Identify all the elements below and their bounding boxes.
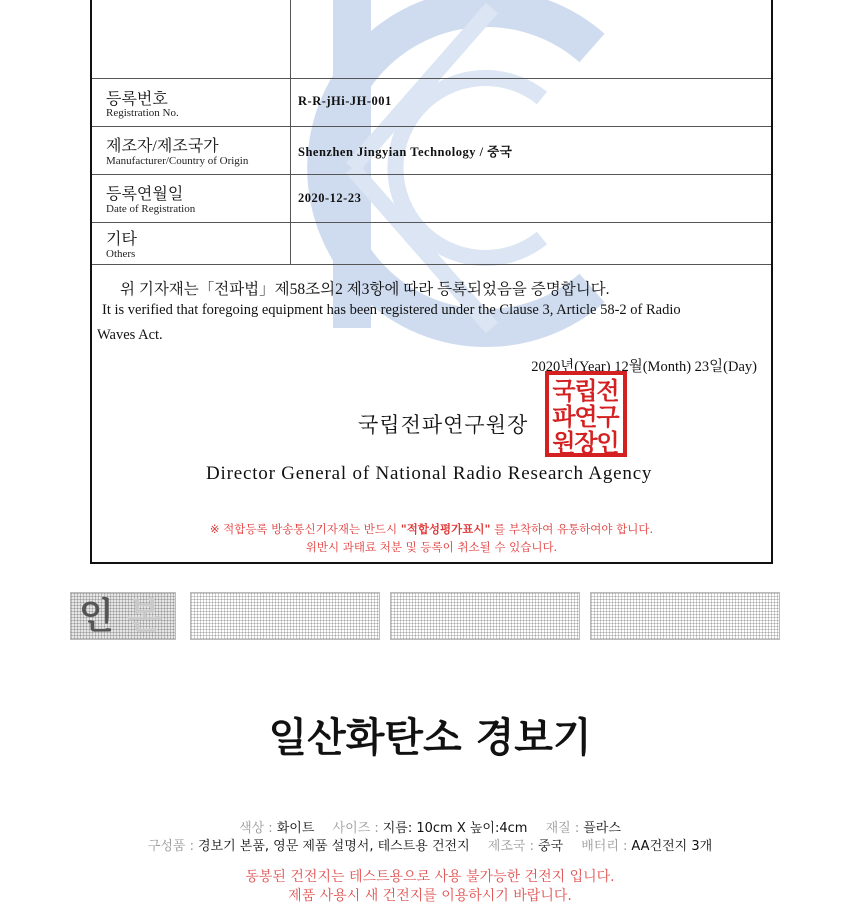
notice-line-1	[92, 521, 771, 537]
spec-value: 경보기 본품, 영문 제품 설명서, 테스트용 건전지	[197, 839, 470, 854]
director-title-english: Director General of National Radio Research Agency	[206, 463, 653, 484]
spec-value: AA건전지 3개	[631, 839, 713, 854]
spec-value: 지름: 10cm X 높이:4cm	[382, 821, 528, 836]
spec-value: 화이트	[276, 821, 315, 836]
row-label-en: Manufacturer/Country of Origin	[106, 155, 249, 167]
battery-warning-2: 제품 사용시 새 건전지를 이용하시기 바랍니다.	[288, 888, 572, 904]
thumbnail-image[interactable]	[190, 592, 380, 640]
row-label-ko: 등록번호	[106, 91, 168, 108]
thumbnail-glyph: 본	[127, 596, 162, 637]
spec-value: 중국	[537, 839, 564, 854]
svg-text:립: 립	[574, 377, 598, 405]
statement-english: It is verified that foregoing equipment has been registered under the Clause 3, Article 58-2 of Radio	[102, 302, 681, 318]
registration-date: 2020-12-23	[298, 191, 362, 205]
row-label-en: Date of Registration	[106, 203, 196, 215]
svg-text:인: 인	[596, 429, 620, 457]
notice-line-2: 위반시 과태료 처분 및 등록이 취소될 수 있습니다.	[305, 540, 558, 554]
spec-value: 플라스	[583, 821, 621, 836]
spec-line-1	[0, 817, 860, 836]
svg-text:연: 연	[574, 403, 598, 431]
svg-text:구: 구	[596, 403, 620, 431]
thumbnail-image[interactable]	[590, 592, 780, 640]
svg-text:파: 파	[552, 403, 576, 431]
table-row	[92, 222, 771, 265]
notice-emphasis: "적합성평가표시"	[400, 522, 491, 536]
issue-date: 2020년(Year) 12월(Month) 23일(Day)	[531, 359, 757, 375]
spec-key: 제조국 :	[487, 839, 534, 854]
row-label-ko: 기타	[106, 231, 137, 248]
official-seal-stamp	[544, 370, 628, 458]
registration-certificate	[90, 0, 773, 564]
battery-warning-1: 동봉된 건전지는 테스트용으로 사용 불가능한 건전지 입니다.	[245, 869, 615, 885]
table-row	[92, 126, 771, 174]
table-row	[92, 174, 771, 222]
notice-prefix: ※ 적합등록 방송통신기자재는 반드시	[209, 522, 401, 536]
statement-english-cont: Waves Act.	[97, 327, 163, 343]
manufacturer-value: Shenzhen Jingyian Technology / 중국	[298, 145, 513, 159]
spec-key: 구성품 :	[147, 839, 194, 854]
registration-number: R-R-jHi-JH-001	[298, 94, 392, 108]
thumbnail-image[interactable]	[70, 592, 176, 640]
row-label-en: Others	[106, 248, 136, 260]
spec-key: 사이즈 :	[332, 821, 379, 836]
thumbnail-glyph: 인	[79, 596, 114, 637]
notice-suffix: 를 부착하여 유통하여야 합니다.	[490, 522, 654, 536]
spec-line-2	[0, 835, 860, 854]
thumbnail-image[interactable]	[390, 592, 580, 640]
spec-key: 재질 :	[545, 821, 580, 836]
table-row	[92, 78, 771, 126]
svg-text:원: 원	[552, 429, 576, 457]
product-title: 일산화탄소 경보기	[268, 715, 592, 761]
row-label-ko: 제조자/제조국가	[106, 138, 219, 155]
svg-text:장: 장	[574, 429, 598, 457]
spec-key: 색상 :	[239, 821, 273, 836]
statement-korean: 위 기자재는「전파법」제58조의2 제3항에 따라 등록되었음을 증명합니다.	[120, 281, 610, 298]
svg-text:국: 국	[552, 377, 576, 405]
row-label-en: Registration No.	[106, 107, 179, 119]
svg-text:전: 전	[596, 377, 620, 405]
spec-key: 배터리 :	[581, 839, 628, 854]
row-label-ko: 등록연월일	[106, 186, 184, 203]
director-title-korean: 국립전파연구원장	[358, 413, 529, 437]
